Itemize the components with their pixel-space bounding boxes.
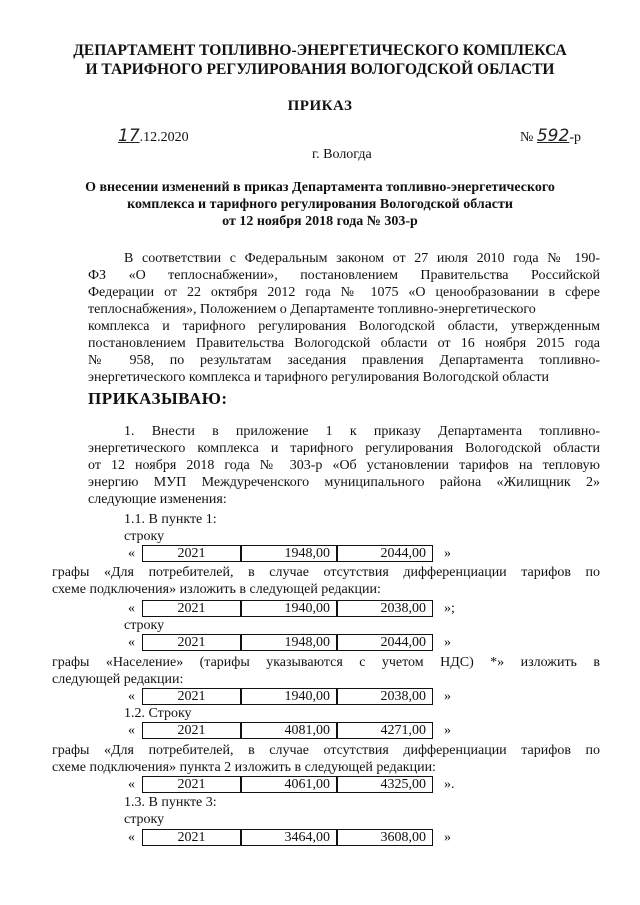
preamble-line: В соответствии с Федеральным законом от 27 июля 2010 года № 190- (124, 251, 600, 266)
tariff-cell-2: 2044,00 (337, 634, 433, 651)
tariff-cell-1: 1948,00 (241, 634, 337, 651)
subject-line2: комплекса и тарифного регулирования Вологодской области (127, 197, 513, 212)
order-date-rest: .12.2020 (139, 130, 189, 145)
year-cell: 2021 (142, 829, 241, 846)
preamble-line: теплоснабжения», Положением о Департаменте топливно-энергетического (88, 302, 536, 317)
subitem-1-1: 1.1. В пункте 1: (124, 512, 217, 527)
item-1 (88, 423, 600, 508)
subject-line3: от 12 ноября 2018 года № 303-р (222, 214, 418, 229)
order-number-prefix: № (520, 130, 534, 145)
graf-3-line: графы «Для потребителей, в случае отсутствия дифференциации тарифов по (52, 743, 600, 758)
year-cell: 2021 (142, 722, 241, 739)
department-name-line2: И ТАРИФНОГО РЕГУЛИРОВАНИЯ ВОЛОГОДСКОЙ ОБЛАСТИ (85, 61, 555, 78)
quote-open: « (128, 601, 135, 616)
order-number-suffix: -р (569, 130, 581, 145)
graf-1 (52, 564, 600, 598)
preamble-line: Федерации от 22 октября 2012 года № 1075 «О ценообразовании в сфере (88, 285, 600, 300)
graf-2-line: следующей редакции: (52, 672, 184, 687)
preamble (88, 250, 600, 386)
quote-close: » (444, 723, 451, 738)
graf-3 (52, 742, 600, 776)
order-number (520, 128, 581, 146)
quote-close: »; (444, 601, 455, 616)
quote-close: » (444, 830, 451, 845)
preamble-line: ФЗ «О теплоснабжении», постановлением Правительства Российской (88, 268, 600, 283)
tariff-cell-1: 1940,00 (241, 688, 337, 705)
order-word: ПРИКАЗЫВАЮ: (88, 389, 228, 408)
department-name-line1: ДЕПАРТАМЕНТ ТОПЛИВНО-ЭНЕРГЕТИЧЕСКОГО КОМПЛЕКСА (73, 42, 567, 59)
preamble-line: № 958, по результатам заседания правления Департамента топливно- (88, 353, 600, 368)
label-stroku: строку (124, 618, 165, 633)
tariff-cell-1: 1940,00 (241, 600, 337, 617)
tariff-cell-2: 2038,00 (337, 600, 433, 617)
tariff-cell-1: 4061,00 (241, 776, 337, 793)
quote-open: « (128, 546, 135, 561)
quote-open: « (128, 689, 135, 704)
quote-close: » (444, 635, 451, 650)
order-number-value: 592 (536, 126, 570, 146)
year-cell: 2021 (142, 545, 241, 562)
graf-2-line: графы «Население» (тарифы указываются с учетом НДС) *» изложить в (52, 655, 600, 670)
tariff-cell-2: 2038,00 (337, 688, 433, 705)
tariff-cell-1: 4081,00 (241, 722, 337, 739)
quote-open: « (128, 777, 135, 792)
item-1-line: 1. Внести в приложение 1 к приказу Департамента топливно- (124, 424, 600, 439)
quote-open: « (128, 830, 135, 845)
item-1-line: энергетического комплекса и тарифного регулирования Вологодской области (88, 441, 600, 456)
preamble-line: постановлением Правительства Вологодской области от 16 ноября 2015 года (88, 336, 600, 351)
item-1-line: энергию МУП Междуреченского муниципального района «Жилищник 2» (88, 475, 600, 490)
tariff-cell-1: 1948,00 (241, 545, 337, 562)
quote-close: » (444, 689, 451, 704)
graf-2 (52, 654, 600, 688)
graf-3-line: схеме подключения» пункта 2 изложить в следующей редакции: (52, 760, 436, 775)
order-date (118, 128, 189, 146)
tariff-cell-2: 2044,00 (337, 545, 433, 562)
item-1-line: следующие изменения: (88, 492, 227, 507)
subject-line1: О внесении изменений в приказ Департамента топливно-энергетического (85, 180, 555, 195)
graf-1-line: графы «Для потребителей, в случае отсутствия дифференциации тарифов по (52, 565, 600, 580)
item-1-line: от 12 ноября 2018 года № 303-р «Об установлении тарифов на тепловую (88, 458, 600, 473)
order-date-day: 17 (118, 126, 140, 146)
graf-1-line: схеме подключения» изложить в следующей редакции: (52, 582, 381, 597)
tariff-cell-2: 4271,00 (337, 722, 433, 739)
document-type: ПРИКАЗ (287, 98, 353, 114)
preamble-line: комплекса и тарифного регулирования Вологодской области, утвержденным (88, 319, 600, 334)
year-cell: 2021 (142, 600, 241, 617)
tariff-cell-2: 4325,00 (337, 776, 433, 793)
tariff-cell-1: 3464,00 (241, 829, 337, 846)
preamble-line: энергетического комплекса и тарифного регулирования Вологодской области (88, 370, 550, 385)
subitem-1-2: 1.2. Строку (124, 706, 192, 721)
quote-close: ». (444, 777, 455, 792)
city: г. Вологда (312, 147, 372, 162)
year-cell: 2021 (142, 688, 241, 705)
year-cell: 2021 (142, 634, 241, 651)
quote-close: » (444, 546, 451, 561)
subitem-1-3: 1.3. В пункте 3: (124, 795, 217, 810)
year-cell: 2021 (142, 776, 241, 793)
label-stroku: строку (124, 529, 165, 544)
quote-open: « (128, 635, 135, 650)
tariff-cell-2: 3608,00 (337, 829, 433, 846)
label-stroku: строку (124, 812, 165, 827)
quote-open: « (128, 723, 135, 738)
